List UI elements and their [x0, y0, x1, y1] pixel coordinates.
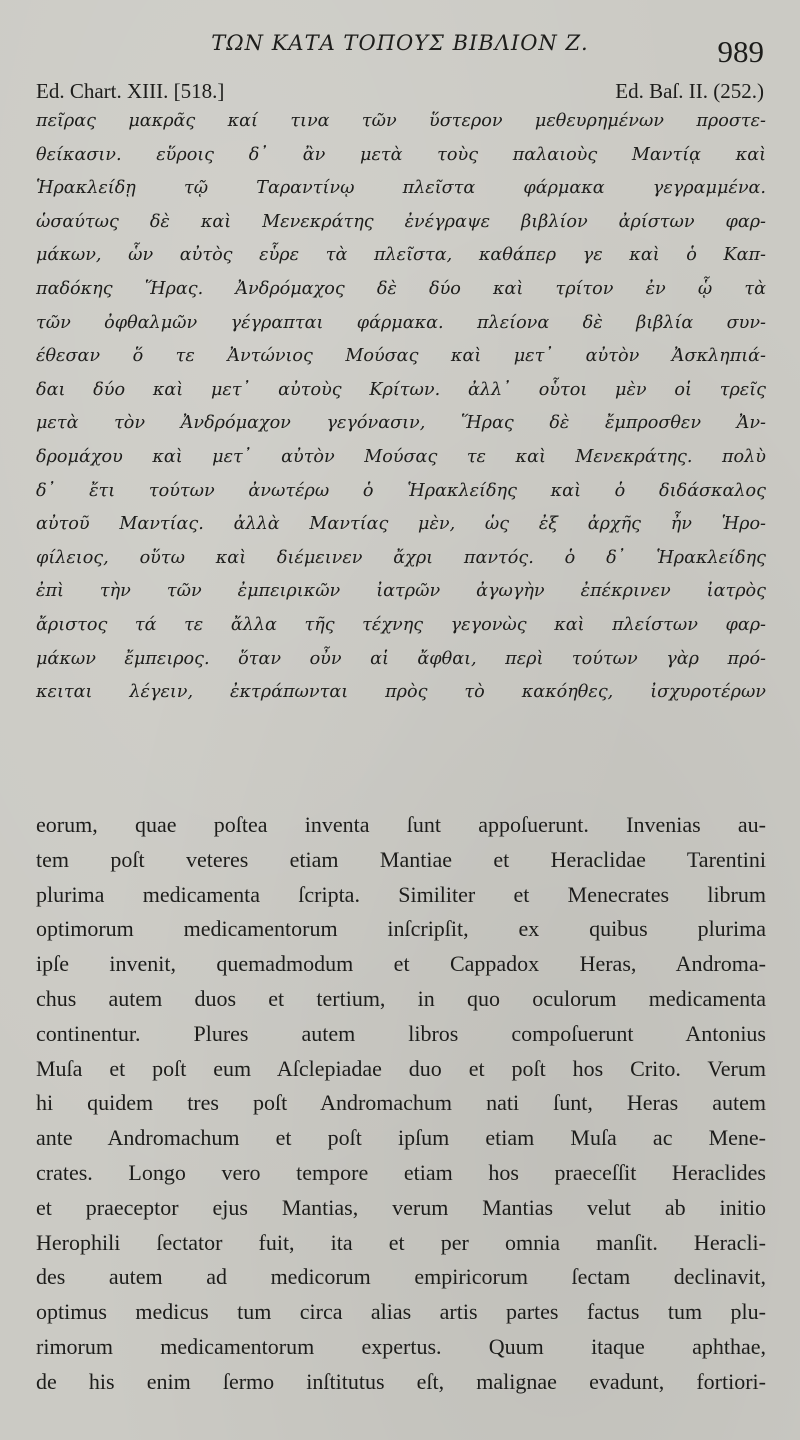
greek-text-line: ὡσαύτως δὲ καὶ Μενεκράτης ἐνέγραψε βιβλίον ἀρίστων φαρ-	[36, 211, 766, 232]
running-title: ΤΩΝ ΚΑΤΑ ΤΟΠΟΥΣ ΒΙΒΛΙΟΝ Ζ.	[211, 31, 589, 55]
greek-text-line: δαι δύο καὶ μετ᾽ αὐτοὺς Κρίτων. ἀλλ᾽ οὗτοι μὲν οἱ τρεῖς	[36, 379, 766, 400]
greek-text-line: αὐτοῦ Μαντίας. ἀλλὰ Μαντίας μὲν, ὡς ἐξ ἀρχῆς ἦν Ἡρο-	[36, 514, 766, 535]
latin-text-line: ipſe invenit, quemadmodum et Cappadox Heras, Androma-	[36, 951, 766, 977]
greek-text-line: δ᾽ ἔτι τούτων ἀνωτέρω ὁ Ἡρακλείδης καὶ ὁ διδάσκαλος	[36, 480, 766, 501]
latin-text-line: et praeceptor ejus Mantias, verum Mantias velut ab initio	[36, 1194, 766, 1220]
latin-text-line: ante Andromachum et poſt ipſum etiam Muſa ac Mene-	[36, 1125, 766, 1151]
greek-text-line: έθεσαν ὅ τε Ἀντώνιος Μούσας καὶ μετ᾽ αὐτὸν Ἀσκληπιά-	[36, 346, 766, 367]
greek-text-line: μάκων, ὧν αὐτὸς εὗρε τὰ πλεῖστα, καθάπερ γε καὶ ὁ Καπ-	[36, 245, 766, 266]
latin-text-line: crates. Longo vero tempore etiam hos praeceſſit Heraclides	[36, 1159, 766, 1185]
edition-reference-right: Ed. Baſ. II. (252.)	[615, 79, 764, 103]
greek-text-block	[36, 105, 766, 710]
latin-text-line: eorum, quae poſtea inventa ſunt appoſuerunt. Invenias au-	[36, 812, 766, 837]
latin-text-line: plurima medicamenta ſcripta. Similiter et Menecrates librum	[36, 881, 766, 907]
greek-text-line: θείκασιν. εὕροις δ᾽ ἂν μετὰ τοὺς παλαιοὺς Μαντίᾳ καὶ	[36, 144, 766, 165]
greek-text-line: φίλειος, οὕτω καὶ διέμεινεν ἄχρι παντός. ὁ δ᾽ Ἡρακλείδης	[36, 547, 766, 568]
greek-text-line: ἐπὶ τὴν τῶν ἐμπειρικῶν ἰατρῶν ἀγωγὴν ἐπέκρινεν ἰατρὸς	[36, 581, 766, 602]
latin-text-line: Muſa et poſt eum Aſclepiadae duo et poſt hos Crito. Verum	[36, 1055, 766, 1081]
latin-text-line: optimorum medicamentorum inſcripſit, ex quibus plurima	[36, 916, 766, 942]
greek-text-line: μάκων ἔμπειρος. ὅταν οὖν αἱ ἄφθαι, περὶ τούτων γὰρ πρό-	[36, 648, 766, 669]
latin-text-line: hi quidem tres poſt Andromachum nati ſunt, Heras autem	[36, 1090, 766, 1116]
latin-text-line: optimus medicus tum circa alias artis partes factus tum plu-	[36, 1299, 766, 1325]
greek-text-line: μετὰ τὸν Ἀνδρόμαχον γεγόνασιν, Ἥρας δὲ ἔμπροσθεν Ἀν-	[36, 413, 766, 434]
latin-text-line: des autem ad medicorum empiricorum ſectam declinavit,	[36, 1264, 766, 1290]
latin-text-line: continentur. Plures autem libros compoſuerunt Antonius	[36, 1020, 766, 1046]
greek-text-line: Ἡρακλείδῃ τῷ Ταραντίνῳ πλεῖστα φάρμακα γεγραμμένα.	[36, 178, 766, 199]
greek-text-line: κειται λέγειν, ἐκτράπωνται πρὸς τὸ κακόηθες, ἰσχυροτέρων	[36, 682, 766, 703]
greek-text-line: πεῖρας μακρᾶς καί τινα τῶν ὕστερον μεθευρημένων προστε-	[36, 111, 766, 131]
latin-text-line: chus autem duos et tertium, in quo oculorum medicamenta	[36, 985, 766, 1011]
latin-text-line: Herophili ſectator fuit, ita et per omnia manſit. Heracli-	[36, 1229, 766, 1255]
greek-text-line: τῶν ὀφθαλμῶν γέγραπται φάρμακα. πλείονα δὲ βιβλία συν-	[36, 312, 766, 333]
greek-text-line: δρομάχου καὶ μετ᾽ αὐτὸν Μούσας τε καὶ Μενεκράτης. πολὺ	[36, 446, 766, 467]
latin-text-block	[36, 808, 766, 1400]
latin-text-line: de his enim ſermo inſtitutus eſt, malignae evadunt, fortiori-	[36, 1368, 766, 1394]
edition-reference-left: Ed. Chart. XIII. [518.]	[36, 79, 225, 103]
latin-text-line: rimorum medicamentorum expertus. Quum itaque aphthae,	[36, 1333, 766, 1359]
latin-text-line: tem poſt veteres etiam Mantiae et Heraclidae Tarentini	[36, 846, 766, 872]
greek-text-line: παδόκης Ἥρας. Ἀνδρόμαχος δὲ δύο καὶ τρίτον ἐν ᾧ τὰ	[36, 278, 766, 299]
page-number: 989	[717, 34, 764, 69]
greek-text-line: ἄριστος τά τε ἄλλα τῆς τέχνης γεγονὼς καὶ πλείστων φαρ-	[36, 614, 766, 635]
